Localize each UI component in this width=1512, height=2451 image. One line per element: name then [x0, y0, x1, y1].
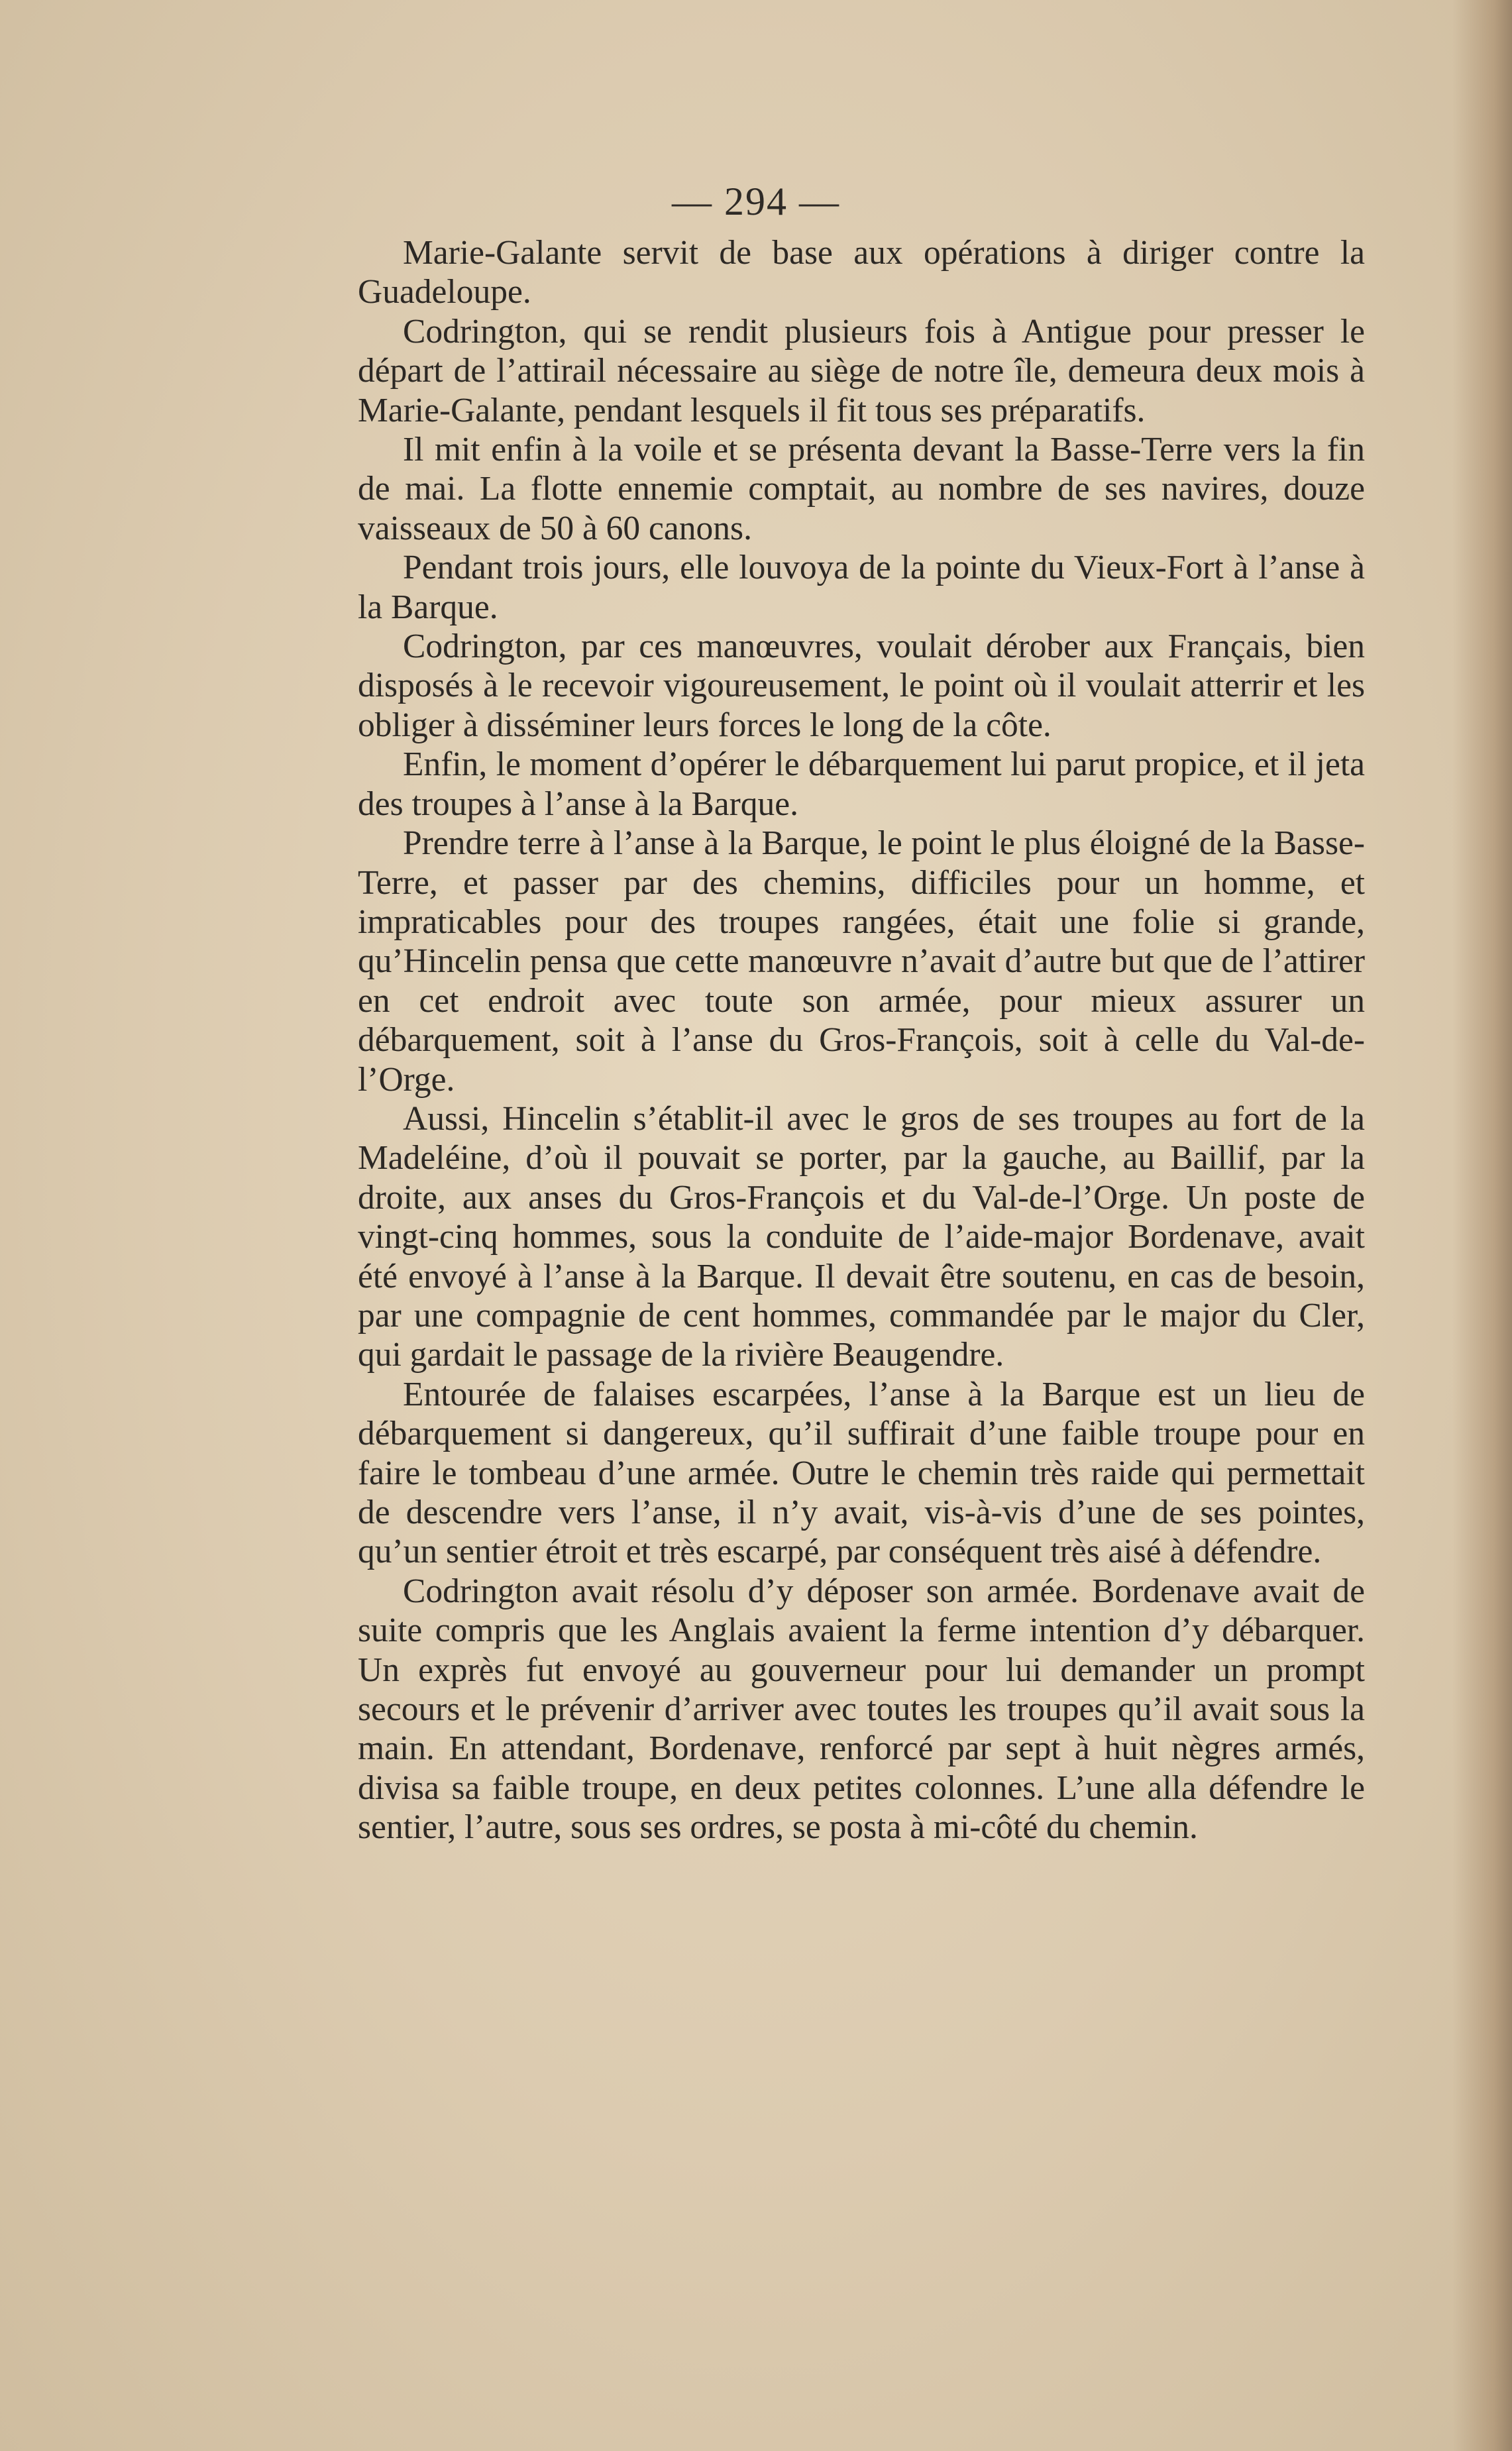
body-text	[358, 233, 1365, 1847]
page-number: — 294 —	[672, 180, 840, 223]
paragraph: Enfin, le moment d’opérer le débarquement lui parut propice, et il jeta des troupes à l’anse à la Barque.	[358, 745, 1365, 823]
paragraph: Prendre terre à l’anse à la Barque, le point le plus éloigné de la Basse-Terre, et passer par des chemins, difficiles pour un homme, et impraticables pour des troupes rangées, était une folie si grande, qu’Hincelin pensa que cette manœuvre n’avait d’autre but que de l’attirer en cet endroit avec toute son armée, pour mieux assurer un débarquement, soit à l’anse du Gros-François, soit à celle du Val-de-l’Orge.	[358, 824, 1365, 1099]
paragraph: Codrington, par ces manœuvres, voulait dérober aux Français, bien disposés à le recevoir vigoureusement, le point où il voulait atterrir et les obliger à disséminer leurs forces le long de la côte.	[358, 627, 1365, 744]
paragraph: Il mit enfin à la voile et se présenta devant la Basse-Terre vers la fin de mai. La flotte ennemie comptait, au nombre de ses navires, douze vaisseaux de 50 à 60 canons.	[358, 431, 1365, 547]
paragraph: Aussi, Hincelin s’établit-il avec le gros de ses troupes au fort de la Madeléine, d’où il pouvait se porter, par la gauche, au Baillif, par la droite, aux anses du Gros-François et du Val-de-l’Orge. Un poste de vingt-cinq hommes, sous la conduite de l’aide-major Bordenave, avait été envoyé à l’anse à la Barque. Il devait être soutenu, en cas de besoin, par une compagnie de cent hommes, commandée par le major du Cler, qui gardait le passage de la rivière Beaugendre.	[358, 1099, 1365, 1374]
paragraph: Codrington, qui se rendit plusieurs fois à Antigue pour presser le départ de l’attirail nécessaire au siège de notre île, demeura deux mois à Marie-Galante, pendant lesquels il fit tous ses préparatifs.	[358, 312, 1365, 429]
page-edge-shadow	[1452, 0, 1512, 2451]
paragraph: Pendant trois jours, elle louvoya de la pointe du Vieux-Fort à l’anse à la Barque.	[358, 549, 1365, 626]
paragraph: Entourée de falaises escarpées, l’anse à la Barque est un lieu de débarquement si dangereux, qu’il suffirait d’une faible troupe pour en faire le tombeau d’une armée. Outre le chemin très raide qui permettait de descendre vers l’anse, il n’y avait, vis-à-vis d’une de ses pointes, qu’un sentier étroit et très escarpé, par conséquent très aisé à défendre.	[358, 1375, 1365, 1571]
paragraph: Codrington avait résolu d’y déposer son armée. Bordenave avait de suite compris que les Anglais avaient la ferme intention d’y débarquer. Un exprès fut envoyé au gouverneur pour lui demander un prompt secours et le prévenir d’arriver avec toutes les troupes qu’il avait sous la main. En attendant, Bordenave, renforcé par sept à huit nègres armés, divisa sa faible troupe, en deux petites colonnes. L’une alla défendre le sentier, l’autre, sous ses ordres, se posta à mi-côté du chemin.	[358, 1572, 1365, 1847]
paragraph: Marie-Galante servit de base aux opérations à diriger contre la Guadeloupe.	[358, 234, 1365, 311]
